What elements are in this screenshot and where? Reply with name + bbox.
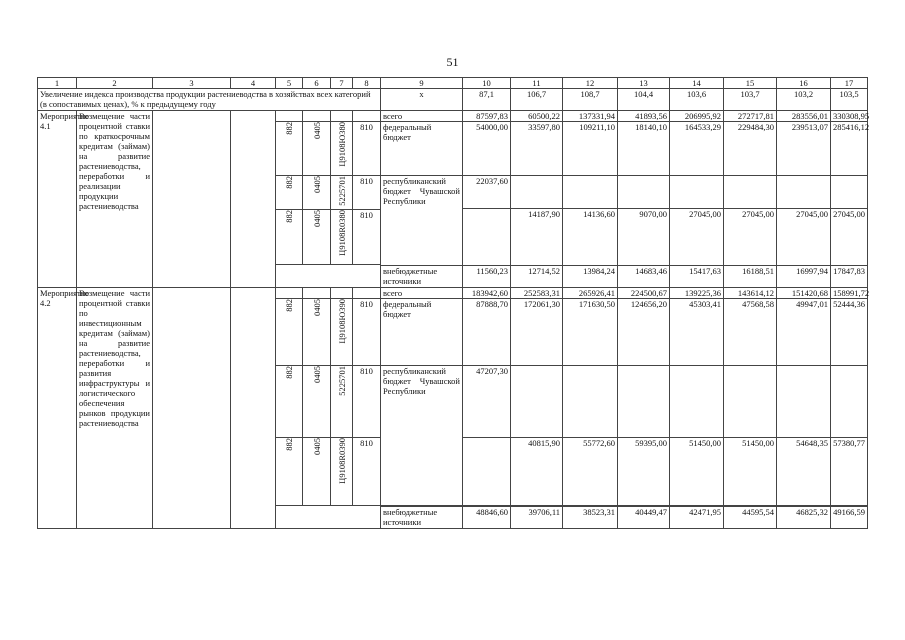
col-header: 17	[831, 78, 868, 89]
cell: 183942,60	[463, 288, 511, 299]
page-number: 51	[446, 55, 459, 69]
col-header: 16	[777, 78, 831, 89]
cell-empty	[563, 366, 618, 438]
code-empty	[331, 288, 353, 299]
m41-federal-label: федеральный бюджет	[381, 122, 463, 176]
csr-code: 5225701	[331, 366, 353, 438]
summary-unit: x	[381, 89, 463, 111]
cell: 103,5	[831, 89, 868, 111]
cell: 18140,10	[618, 122, 670, 176]
vr-code: 810	[353, 176, 381, 210]
summary-row	[38, 89, 868, 111]
grbs-code: 882	[276, 366, 303, 438]
code-empty	[276, 288, 303, 299]
cell-empty	[511, 176, 563, 209]
m41-extra-label: внебюджетные источники	[381, 266, 463, 288]
cell: 108,7	[563, 89, 618, 111]
cell: 139225,36	[670, 288, 724, 299]
code-empty	[276, 111, 303, 122]
rzpr-code: 0405	[303, 366, 331, 438]
col-header: 14	[670, 78, 724, 89]
m42-description: Возмещение части процентной ставки по инвестиционным кредитам (займам) на развитие растениеводства, переработки и развития инфраструктуры и логистического обеспечения рынков продукции растениеводства	[77, 288, 153, 529]
col-header: 11	[511, 78, 563, 89]
cell: 252583,31	[511, 288, 563, 299]
m42-extra-label: внебюджетные источники	[381, 507, 463, 529]
cell: 285416,12	[831, 122, 868, 176]
cell-empty	[463, 209, 511, 266]
col-header: 5	[276, 78, 303, 89]
cell: 51450,00	[670, 438, 724, 506]
cell: 87597,83	[463, 111, 511, 122]
code-empty	[331, 111, 353, 122]
m41-description: Возмещение части процентной ставки по краткосрочным кредитам (займам) на развитие растениеводства, переработки и реализации продукции растениеводства	[77, 111, 153, 288]
cell: 15417,63	[670, 266, 724, 288]
cell: 27045,00	[724, 209, 777, 266]
cell-empty	[618, 176, 670, 209]
csr-code: Ц9108Ю390	[331, 299, 353, 366]
cell: 54000,00	[463, 122, 511, 176]
m41-total-row	[38, 111, 868, 122]
vr-code: 810	[353, 122, 381, 176]
m42-empty-3	[153, 288, 231, 529]
cell: 283556,01	[777, 111, 831, 122]
cell: 124656,20	[618, 299, 670, 366]
cell: 14683,46	[618, 266, 670, 288]
col-header: 15	[724, 78, 777, 89]
cell: 16188,51	[724, 266, 777, 288]
cell: 16997,94	[777, 266, 831, 288]
col-header: 13	[618, 78, 670, 89]
cell: 171630,50	[563, 299, 618, 366]
cell-empty	[670, 176, 724, 209]
code-empty	[353, 111, 381, 122]
cell: 52444,36	[831, 299, 868, 366]
cell-empty	[463, 438, 511, 506]
col-header: 1	[38, 78, 77, 89]
m41-total-label: всего	[381, 111, 463, 122]
m42-empty-4	[231, 288, 276, 529]
cell: 224500,67	[618, 288, 670, 299]
cell: 60500,22	[511, 111, 563, 122]
cell: 265926,41	[563, 288, 618, 299]
cell: 48846,60	[463, 507, 511, 529]
rzpr-code: 0405	[303, 299, 331, 366]
col-header: 10	[463, 78, 511, 89]
cell: 39706,11	[511, 507, 563, 529]
vr-code: 810	[353, 299, 381, 366]
cell-empty	[831, 176, 868, 209]
m41-empty-3	[153, 111, 231, 288]
cell: 106,7	[511, 89, 563, 111]
code-empty	[353, 288, 381, 299]
cell: 51450,00	[724, 438, 777, 506]
col-header: 9	[381, 78, 463, 89]
cell: 41893,56	[618, 111, 670, 122]
rzpr-code: 0405	[303, 122, 331, 176]
col-header: 12	[563, 78, 618, 89]
cell: 104,4	[618, 89, 670, 111]
grbs-code: 882	[276, 176, 303, 210]
col-header: 6	[303, 78, 331, 89]
col-header: 8	[353, 78, 381, 89]
cell: 109211,10	[563, 122, 618, 176]
cell: 27045,00	[670, 209, 724, 266]
cell: 47568,58	[724, 299, 777, 366]
m41-empty-4	[231, 111, 276, 288]
cell-empty	[777, 366, 831, 438]
csr-code: Ц9108R0380	[331, 210, 353, 265]
cell: 38523,31	[563, 507, 618, 529]
cell: 22037,60	[463, 176, 511, 209]
cell: 14136,60	[563, 209, 618, 266]
cell: 57380,77	[831, 438, 868, 506]
cell: 40449,47	[618, 507, 670, 529]
cell: 272717,81	[724, 111, 777, 122]
cell-empty	[511, 366, 563, 438]
cell: 44595,54	[724, 507, 777, 529]
m42-label: Мероприятие 4.2	[38, 288, 77, 529]
summary-text: Увеличение индекса производства продукции растениеводства в хозяйствах всех категорий (в сопоставимых ценах), % к предыдущему году	[38, 89, 381, 111]
cell: 164533,29	[670, 122, 724, 176]
cell: 54648,35	[777, 438, 831, 506]
code-empty	[303, 111, 331, 122]
cell: 158991,72	[831, 288, 868, 299]
cell: 33597,80	[511, 122, 563, 176]
grbs-code: 882	[276, 299, 303, 366]
header-row	[38, 78, 868, 89]
col-header: 3	[153, 78, 231, 89]
cell: 42471,95	[670, 507, 724, 529]
csr-code: Ц9108Ю380	[331, 122, 353, 176]
cell: 13984,24	[563, 266, 618, 288]
cell: 9070,00	[618, 209, 670, 266]
cell: 87888,70	[463, 299, 511, 366]
cell: 143614,12	[724, 288, 777, 299]
cell: 206995,92	[670, 111, 724, 122]
cell: 229484,30	[724, 122, 777, 176]
cell: 103,6	[670, 89, 724, 111]
cell: 14187,90	[511, 209, 563, 266]
code-empty	[276, 265, 381, 288]
cell: 47207,30	[463, 366, 511, 438]
cell-empty	[777, 176, 831, 209]
cell: 151420,68	[777, 288, 831, 299]
cell: 12714,52	[511, 266, 563, 288]
cell: 45303,41	[670, 299, 724, 366]
cell: 87,1	[463, 89, 511, 111]
cell: 27045,00	[831, 209, 868, 266]
m42-total-row	[38, 288, 868, 299]
rzpr-code: 0405	[303, 438, 331, 506]
cell: 46825,32	[777, 507, 831, 529]
rzpr-code: 0405	[303, 176, 331, 210]
m42-republic-label: республиканский бюджет Чувашской Республики	[381, 366, 463, 506]
cell: 172061,30	[511, 299, 563, 366]
cell: 330308,95	[831, 111, 868, 122]
cell: 27045,00	[777, 209, 831, 266]
grbs-code: 882	[276, 122, 303, 176]
vr-code: 810	[353, 210, 381, 265]
cell: 55772,60	[563, 438, 618, 506]
col-header: 7	[331, 78, 353, 89]
vr-code: 810	[353, 366, 381, 438]
cell: 17847,83	[831, 266, 868, 288]
m42-federal-label: федеральный бюджет	[381, 299, 463, 366]
m41-republic-label: республиканский бюджет Чувашской Республики	[381, 176, 463, 266]
csr-code: Ц9108R0390	[331, 438, 353, 506]
grbs-code: 882	[276, 438, 303, 506]
code-empty	[303, 288, 331, 299]
m42-total-label: всего	[381, 288, 463, 299]
csr-code: 5225701	[331, 176, 353, 210]
cell-empty	[618, 366, 670, 438]
col-header: 4	[231, 78, 276, 89]
cell-empty	[831, 366, 868, 438]
col-header: 2	[77, 78, 153, 89]
cell: 40815,90	[511, 438, 563, 506]
cell: 49166,59	[831, 507, 868, 529]
vr-code: 810	[353, 438, 381, 506]
cell-empty	[563, 176, 618, 209]
cell: 49947,01	[777, 299, 831, 366]
cell: 59395,00	[618, 438, 670, 506]
cell-empty	[724, 366, 777, 438]
cell-empty	[724, 176, 777, 209]
cell: 103,7	[724, 89, 777, 111]
cell-empty	[670, 366, 724, 438]
budget-table	[37, 77, 868, 529]
cell: 11560,23	[463, 266, 511, 288]
cell: 239513,07	[777, 122, 831, 176]
rzpr-code: 0405	[303, 210, 331, 265]
grbs-code: 882	[276, 210, 303, 265]
m41-label: Мероприятие 4.1	[38, 111, 77, 288]
cell: 103,2	[777, 89, 831, 111]
code-empty	[276, 506, 381, 529]
cell: 137331,94	[563, 111, 618, 122]
